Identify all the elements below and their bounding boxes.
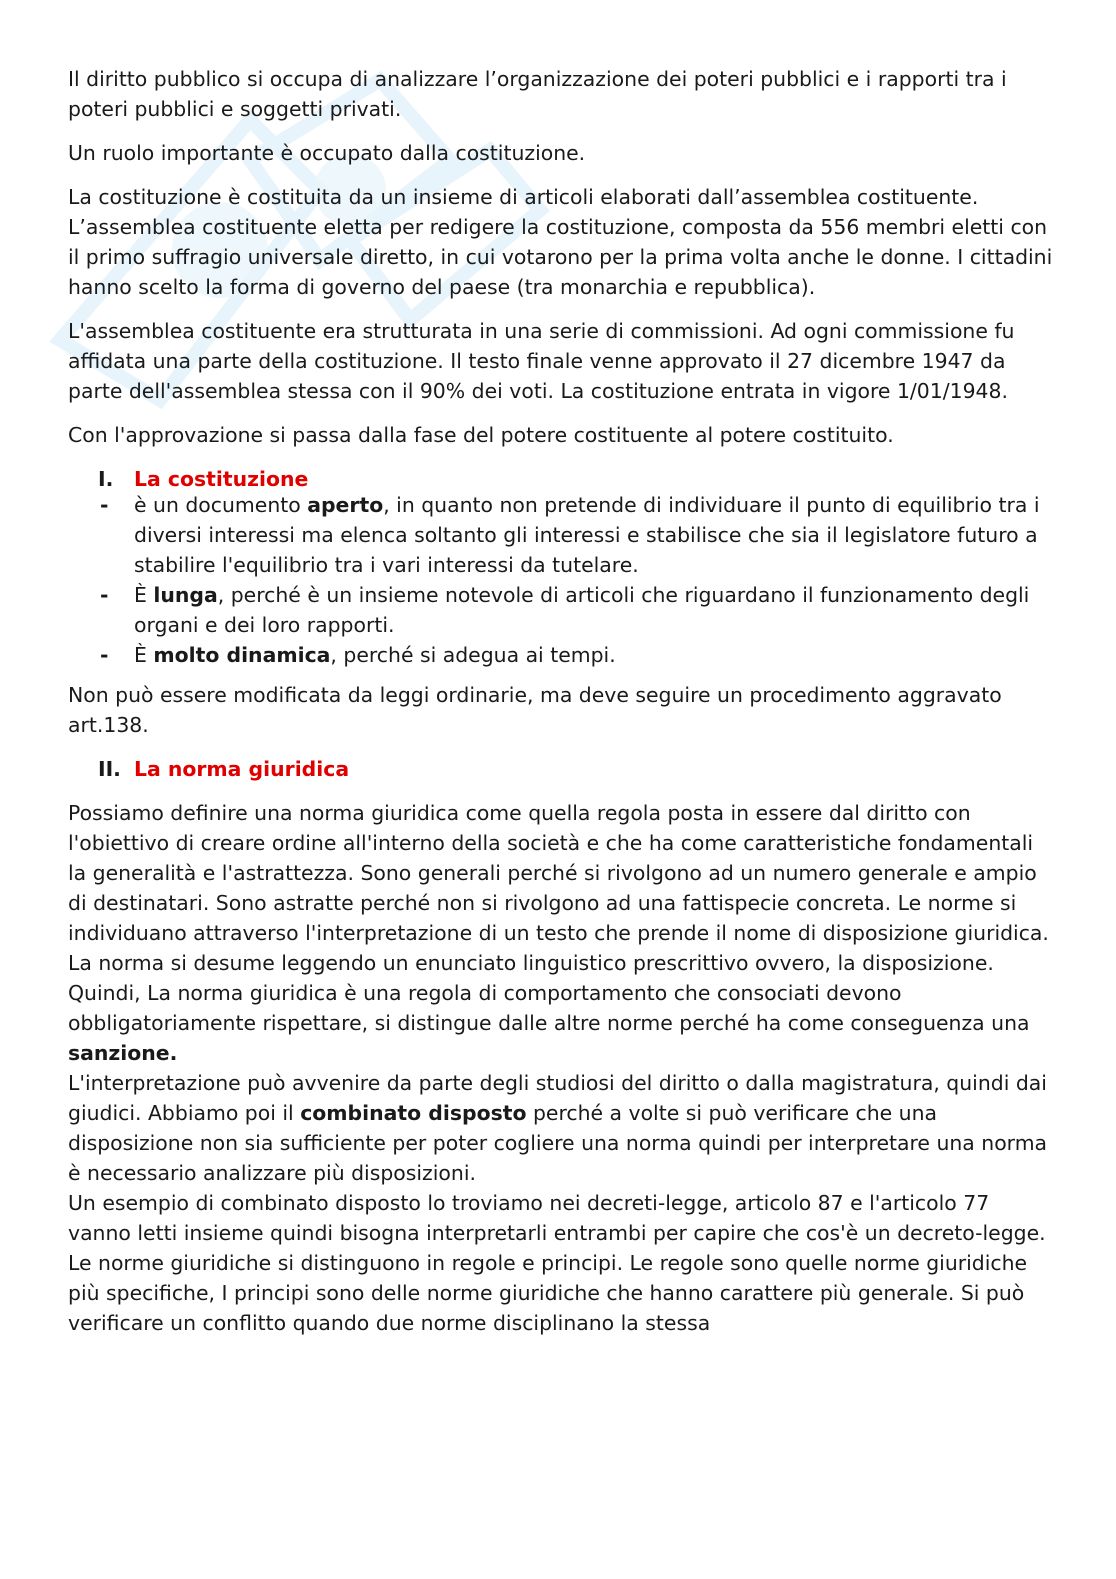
section-number-2: II. — [98, 757, 121, 781]
section-number-1: I. — [98, 467, 114, 491]
section-title-1: La costituzione — [134, 467, 309, 491]
bold-text-run: combinato disposto — [300, 1101, 527, 1125]
text-run: Quindi, La norma giuridica è una regola di comportamento che consociati devono obbligatoriamente rispettare, si distingue dalle altre norme perché ha come conseguenza una — [68, 981, 1030, 1035]
item-text-pre: è un documento — [134, 493, 308, 517]
paragraph-intro-4: L'assemblea costituente era strutturata in una serie di commissioni. Ad ogni commissione fu affidata una parte della costituzione. Il testo finale venne approvato il 27 dicembre 1947 da parte dell'assemblea stessa con il 90% dei voti. La costituzione entrata in vigore 1/01/1948. — [68, 319, 1015, 403]
item-text-bold: molto dinamica — [153, 643, 331, 667]
paragraph-norma-1: Possiamo definire una norma giuridica come quella regola posta in essere dal diritto con l'obiettivo di creare ordine all'interno della società e che ha come caratteristiche fondamentali la generalità e l'astrattezza. Sono generali perché si rivolgono ad un numero generale e ampio di destinatari. Sono astratte perché non si rivolgono ad una fattispecie concreta. Le norme si individuano attraverso l'interpretazione di un testo che prende il nome di disposizione giuridica. La norma si desume leggendo un enunciato linguistico prescrittivo ovvero, la disposizione. — [68, 801, 1049, 975]
item-text-bold: aperto — [307, 493, 384, 517]
item-text-post: , in quanto non pretende di individuare il punto di equilibrio tra i diversi interessi ma elenca soltanto gli interessi e stabilisce che sia il legislatore futuro a stabilire l'equilibrio tra i vari interessi da tutelare. — [134, 493, 1040, 577]
dash-bullet: - — [100, 583, 109, 607]
section-heading-2 — [68, 754, 1053, 784]
text-run: perché a volte si può verificare che una disposizione non sia sufficiente per poter cogliere una norma quindi per interpretare una norma è necessario analizzare più disposizioni. — [68, 1101, 1048, 1185]
paragraph-norma-3 — [68, 1068, 1053, 1188]
item-text-bold: lunga — [153, 583, 218, 607]
section-title-2: La norma giuridica — [134, 757, 350, 781]
list-item — [68, 640, 1053, 670]
paragraph-intro-5: Con l'approvazione si passa dalla fase del potere costituente al potere costituito. — [68, 423, 894, 447]
paragraph-section-1-after: Non può essere modificata da leggi ordinarie, ma deve seguire un procedimento aggravato art.138. — [68, 683, 1002, 737]
list-item — [68, 490, 1053, 580]
text-run: L'interpretazione può avvenire da parte degli studiosi del diritto o dalla magistratura, quindi dai giudici. Abbiamo poi il — [68, 1071, 1047, 1125]
item-text-pre: È — [134, 643, 154, 667]
item-text-post: , perché si adegua ai tempi. — [330, 643, 616, 667]
paragraph-norma-5: Le norme giuridiche si distinguono in regole e principi. Le regole sono quelle norme giuridiche più specifiche, I principi sono delle norme giuridiche che hanno carattere più generale. Si può verificare un conflitto quando due norme disciplinano la stessa — [68, 1251, 1028, 1335]
dash-bullet: - — [100, 643, 109, 667]
paragraph-intro-2: Un ruolo importante è occupato dalla costituzione. — [68, 141, 586, 165]
section-1-list — [68, 490, 1053, 670]
paragraph-norma-2 — [68, 978, 1053, 1068]
list-item — [68, 580, 1053, 640]
dash-bullet: - — [100, 493, 109, 517]
item-text-pre: È — [134, 583, 154, 607]
paragraph-norma-4: Un esempio di combinato disposto lo troviamo nei decreti-legge, articolo 87 e l'articolo 77 vanno letti insieme quindi bisogna interpretarli entrambi per capire che cos'è un decreto-legge. — [68, 1191, 1046, 1245]
bold-text-run: sanzione. — [68, 1041, 178, 1065]
item-text-post: , perché è un insieme notevole di articoli che riguardano il funzionamento degli organi e dei loro rapporti. — [134, 583, 1030, 637]
paragraph-intro-1: Il diritto pubblico si occupa di analizzare l’organizzazione dei poteri pubblici e i rapporti tra i poteri pubblici e soggetti privati. — [68, 67, 1007, 121]
document-body — [68, 64, 1053, 1338]
paragraph-intro-3: La costituzione è costituita da un insieme di articoli elaborati dall’assemblea costituente. L’assemblea costituente eletta per redigere la costituzione, composta da 556 membri eletti con il primo suffragio universale diretto, in cui votarono per la prima volta anche le donne. I cittadini hanno scelto la forma di governo del paese (tra monarchia e repubblica). — [68, 185, 1053, 299]
